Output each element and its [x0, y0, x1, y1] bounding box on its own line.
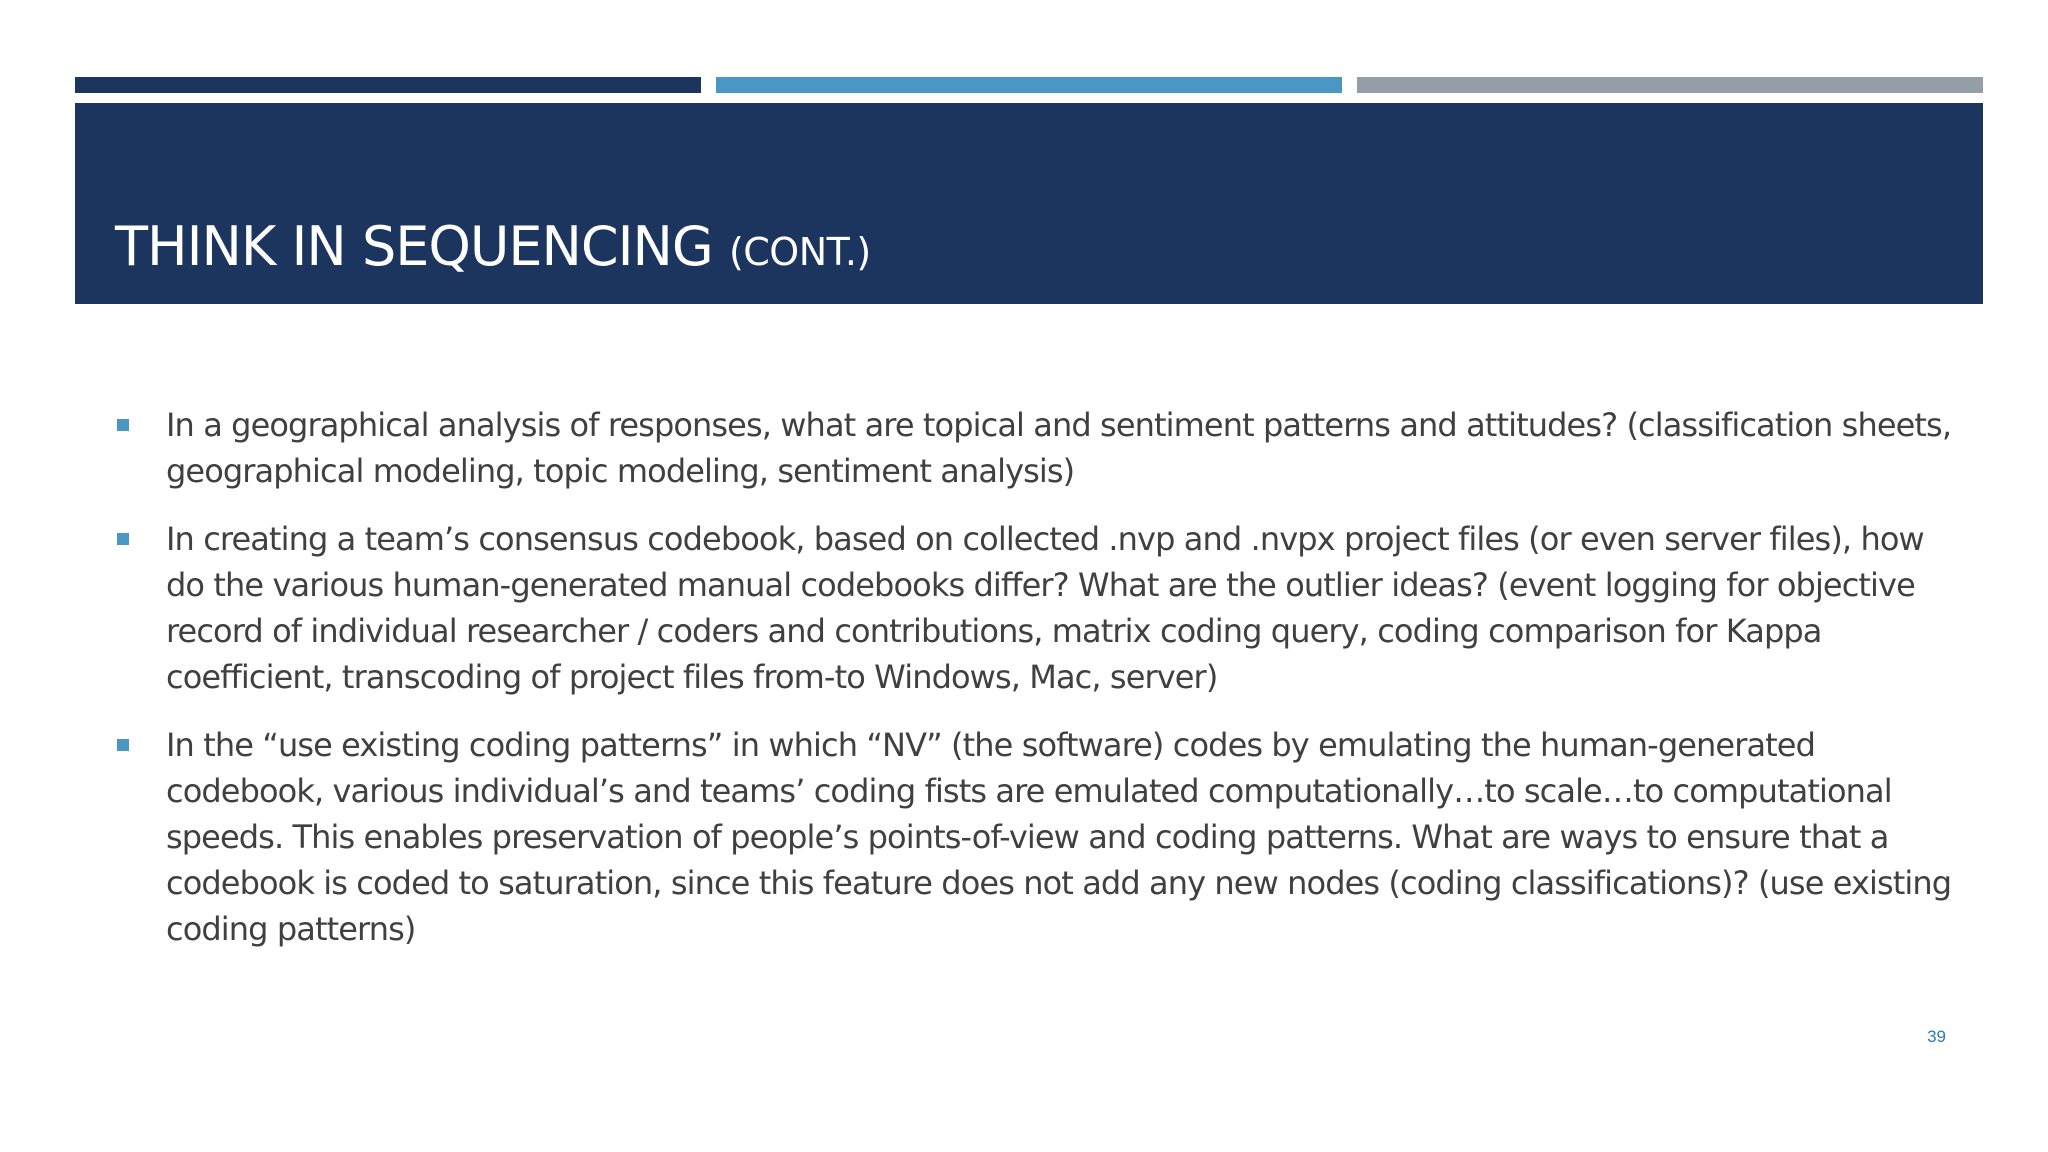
square-bullet-icon	[117, 419, 129, 431]
bullet-text: In the “use existing coding patterns” in which “NV” (the software) codes by emulating the human-generated codebook, various individual’s and teams’ coding fists are emulated computationally…to scale…to computational speeds. This enables preservation of people’s points-of-view and coding patterns. What are ways to ensure that a codebook is coded to saturation, since this feature does not add any new nodes (coding classifications)? (use existing coding patterns)	[166, 726, 1952, 948]
accent-stripe-gray	[1357, 77, 1983, 93]
bullet-text: In a geographical analysis of responses, what are topical and sentiment patterns and attitudes? (classification sheets, geographical modeling, topic modeling, sentiment analysis)	[166, 406, 1952, 490]
accent-stripe-blue	[716, 77, 1342, 93]
bullet-list	[114, 402, 1954, 974]
slide-title	[115, 215, 871, 278]
slide-title-main: THINK IN SEQUENCING	[115, 215, 713, 278]
bullet-item	[114, 722, 1954, 952]
accent-stripe-navy	[75, 77, 701, 93]
bullet-text: In creating a team’s consensus codebook, based on collected .nvp and .nvpx project files (or even server files), how do the various human-generated manual codebooks differ? What are the outlier ideas? (event logging for objective record of individual researcher / coders and contributions, matrix coding query, coding comparison for Kappa coefficient, transcoding of project files from-to Windows, Mac, server)	[166, 520, 1924, 696]
title-band	[75, 103, 1983, 304]
page-number: 39	[1927, 1027, 1946, 1046]
slide-title-sub: (CONT.)	[728, 230, 871, 274]
square-bullet-icon	[117, 533, 129, 545]
bullet-item	[114, 402, 1954, 494]
bullet-item	[114, 516, 1954, 700]
square-bullet-icon	[117, 739, 129, 751]
